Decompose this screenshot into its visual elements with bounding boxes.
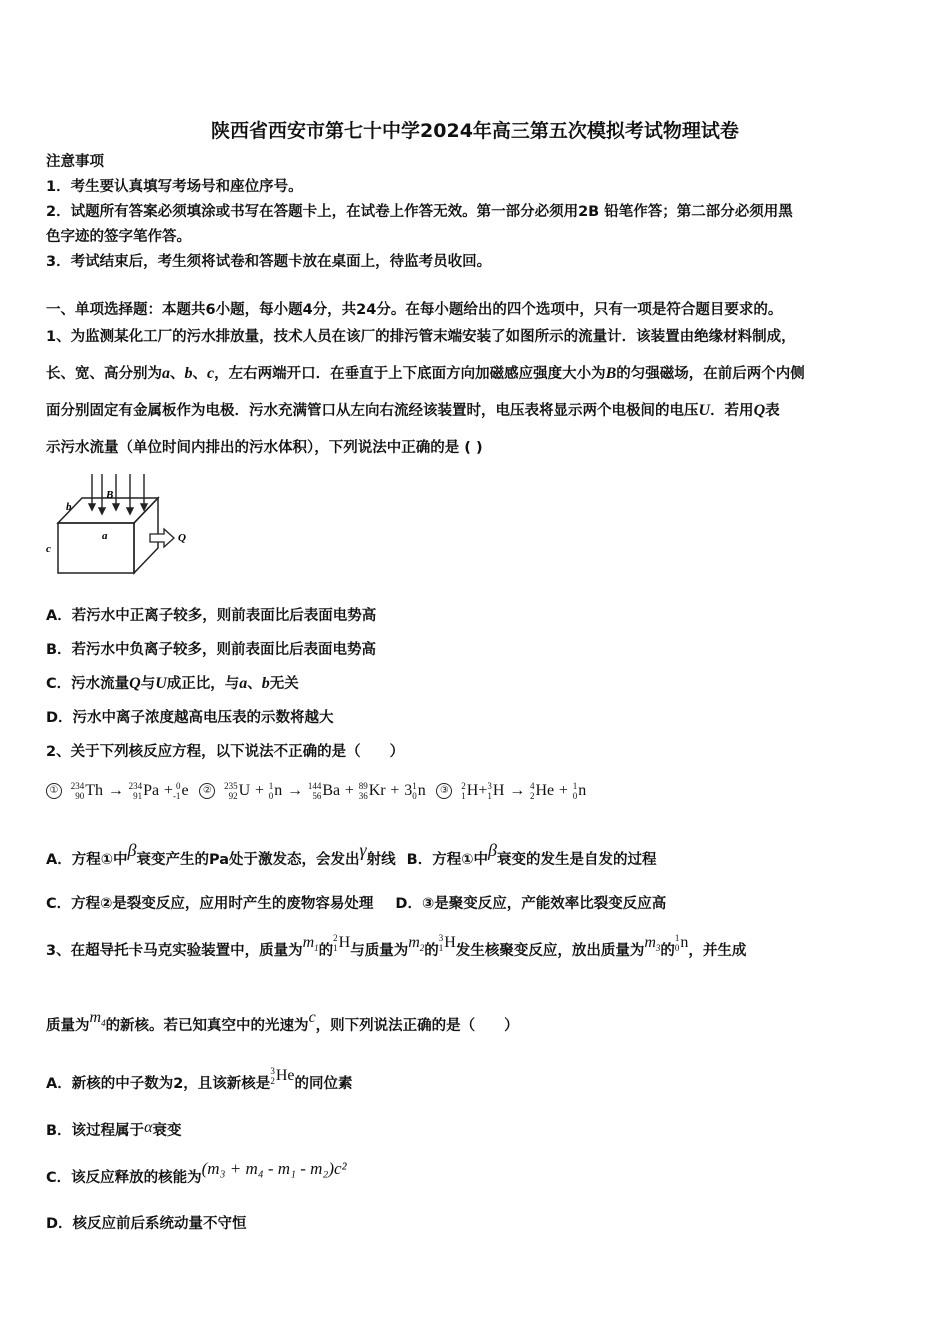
figure-label-B: B [106,489,114,501]
notice-item-1: 1．考生要认真填写考场号和座位序号。 [46,179,303,195]
notice-item-2-cont: 色字迹的签字笔作答。 [46,229,191,245]
q1-stem-line1: 1、为监测某化工厂的污水排放量，技术人员在该厂的排污管末端安装了如图所示的流量计．该装置由绝缘材料制成， [46,329,796,345]
q3-option-d: D．核反应前后系统动量不守恒 [46,1216,247,1232]
q3-option-a: A．新核的中子数为2，且该新核是 3 2 He的同位素 [46,1066,353,1092]
flowmeter-figure [44,468,204,578]
q2-options-cd: C．方程②是裂变反应，应用时产生的废物容易处理 D．③是聚变反应，产能效率比裂变反应高 [46,896,667,912]
q3-option-b: B．该过程属于α衰变 [46,1119,182,1139]
q3-option-c: C．该反应释放的核能为(m₃ + m₄ - m₁ - m₂)c² [46,1159,347,1186]
q1-option-a: A．若污水中正离子较多，则前表面比后表面电势高 [46,608,377,624]
figure-label-a: a [102,530,108,542]
q3-stem-line2: 质量为$m_4$的新核。若已知真空中的光速为c，则下列说法正确的是（ ） [46,1009,519,1034]
page-title: 陕西省西安市第七十中学2024年高三第五次模拟考试物理试卷 [211,120,739,142]
section-heading: 一、单项选择题：本题共6小题，每小题4分，共24分。在每小题给出的四个选项中，只有一项是符合题目要求的。 [46,302,783,318]
notice-item-3: 3．考试结束后，考生须将试卷和答题卡放在桌面上，待监考员收回。 [46,254,492,270]
q1-option-b: B．若污水中负离子较多，则前表面比后表面电势高 [46,642,377,658]
q1-option-d: D．污水中离子浓度越高电压表的示数将越大 [46,710,334,726]
q1-stem-line2: 长、宽、高分别为a、b、c，左右两端开口．在垂直于上下底面方向加磁感应强度大小为B的匀强磁场，在前后两个内侧 [46,365,805,382]
q2-stem: 2、关于下列核反应方程，以下说法不正确的是（ ） [46,744,405,760]
notice-item-2: 2．试题所有答案必须填涂或书写在答题卡上，在试卷上作答无效。第一部分必须用2B 铅笔作答；第二部分必须用黑 [46,204,793,220]
q1-stem-line4: 示污水流量（单位时间内排出的污水体积），下列说法中正确的是 ( ) [46,440,483,456]
q2-equations: ① 234 90 Th → 234 91 Pa + 0 -1 e ② 235 92 U + 1 0 n → 144 56 Ba + 89 36 Kr + 3 1 0 n ③ 2 1 H+ 3 1 H → 4 2 He + 1 0 n [46,776,906,805]
q2-options-ab: A．方程①中β衰变产生的Pa处于激发态，会发出γ射线 B．方程①中β衰变的发生是自发的过程 [46,840,657,868]
figure-label-b: b [66,501,72,513]
q3-stem-line1: 3、在超导托卡马克实验装置中，质量为$m_1$的 2 1 H与质量为$m_2$的 3 1 H发生核聚变反应，放出质量为$m_3$的 1 0 n，并生成 [46,933,747,959]
q1-option-c: C．污水流量Q与U成正比，与a、b无关 [46,675,299,692]
q1-stem-line3: 面分别固定有金属板作为电极．污水充满管口从左向右流经该装置时，电压表将显示两个电极间的电压U．若用Q表 [46,402,780,419]
figure-label-c: c [46,543,51,555]
figure-label-Q: Q [178,532,186,544]
notice-heading: 注意事项 [46,154,104,170]
